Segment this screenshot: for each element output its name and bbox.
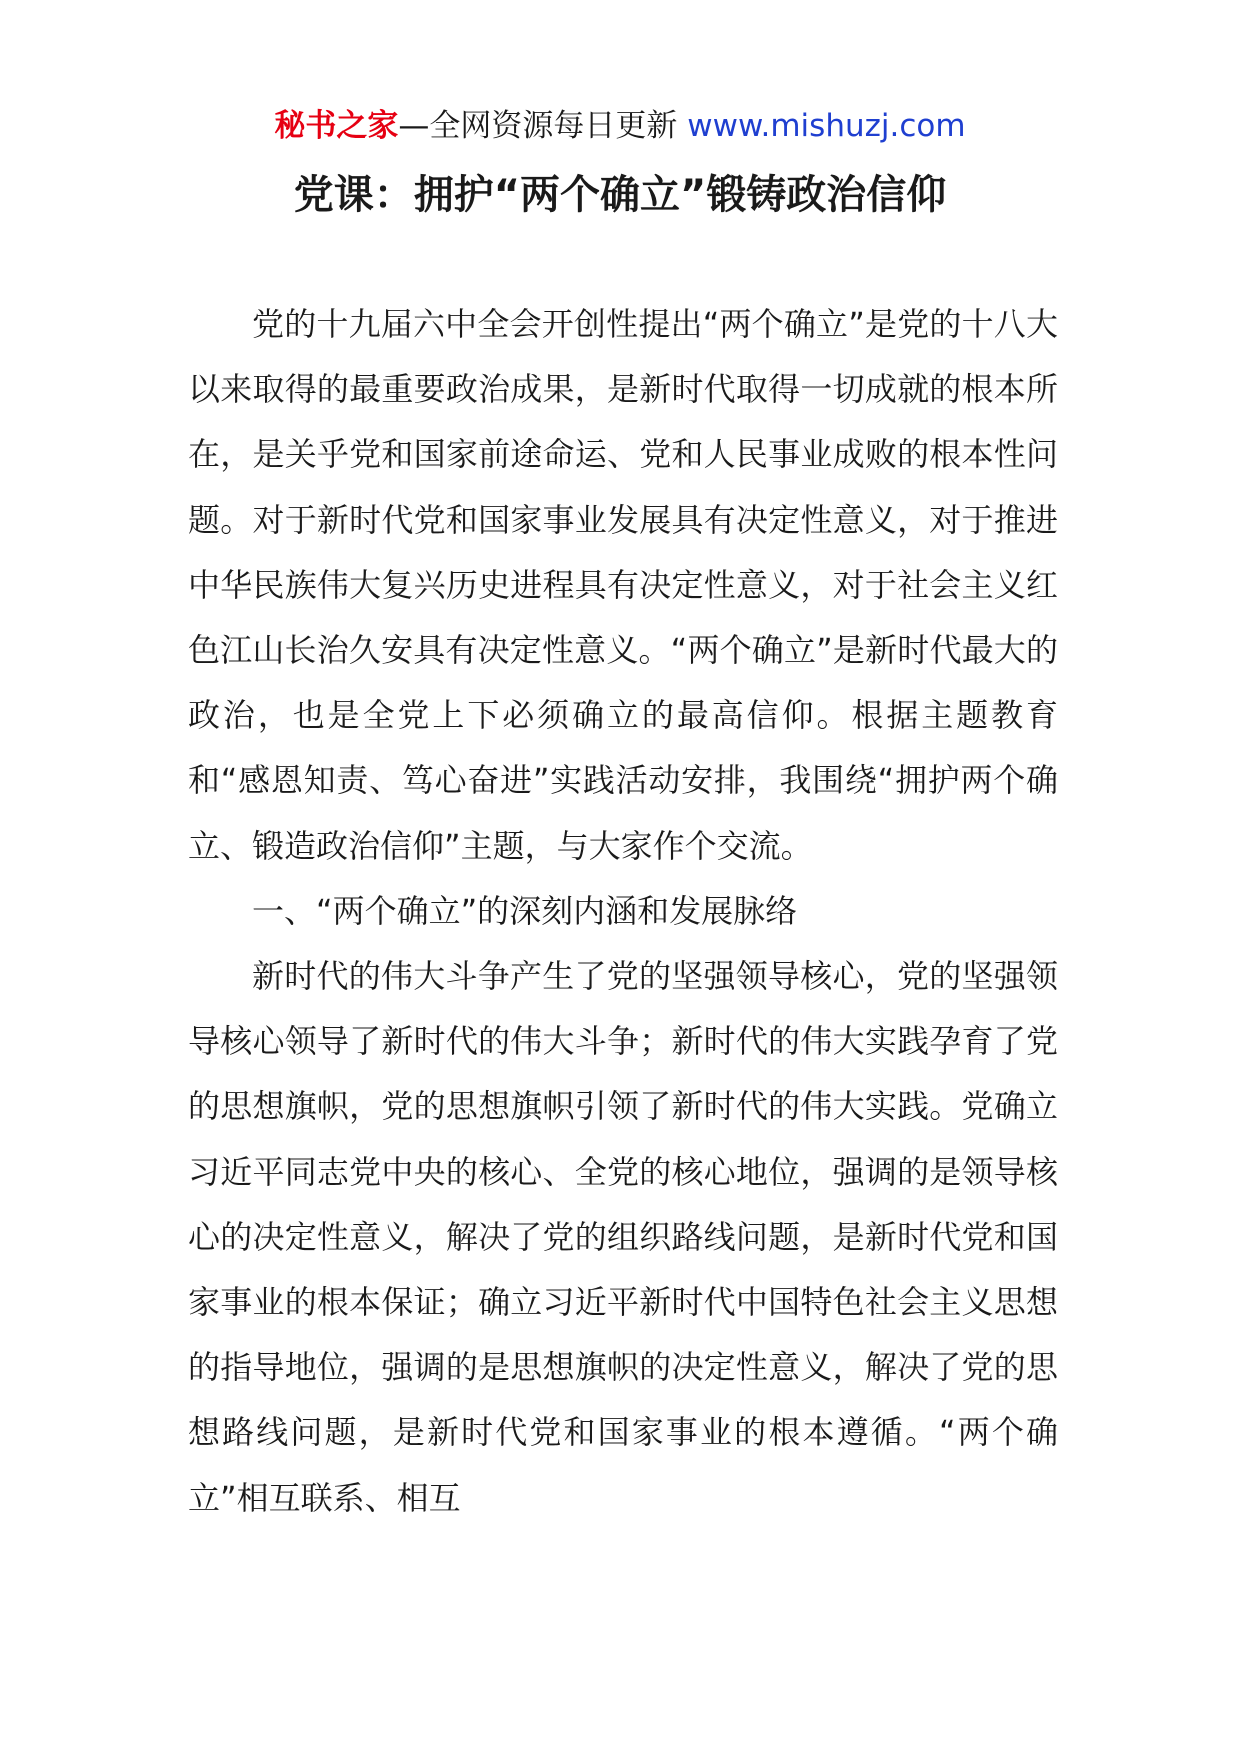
- document-body: [188, 292, 1058, 1531]
- section-heading-one: 一、“两个确立”的深刻内涵和发展脉络: [252, 891, 798, 930]
- site-tagline: —全网资源每日更新: [398, 108, 678, 144]
- site-url-link[interactable]: www.mishuzj.com: [687, 108, 966, 144]
- site-header: [0, 104, 1240, 148]
- paragraph-section-one: 新时代的伟大斗争产生了党的坚强领导核心，党的坚强领导核心领导了新时代的伟大斗争；新时代的伟大实践孕育了党的思想旗帜，党的思想旗帜引领了新时代的伟大实践。党确立习近平同志党中央的核心、全党的核心地位，强调的是领导核心的决定性意义，解决了党的组织路线问题，是新时代党和国家事业的根本保证；确立习近平新时代中国特色社会主义思想的指导地位，强调的是思想旗帜的决定性意义，解决了党的思想路线问题，是新时代党和国家事业的根本遵循。“两个确立”相互联系、相互: [188, 957, 1058, 1517]
- document-title: 党课：拥护“两个确立”锻铸政治信仰: [293, 172, 947, 218]
- paragraph-intro: 党的十九届六中全会开创性提出“两个确立”是党的十八大以来取得的最重要政治成果，是新时代取得一切成就的根本所在，是关乎党和国家前途命运、党和人民事业成败的根本性问题。对于新时代党和国家事业发展具有决定性意义，对于推进中华民族伟大复兴历史进程具有决定性意义，对于社会主义红色江山长治久安具有决定性意义。“两个确立”是新时代最大的政治，也是全党上下必须确立的最高信仰。根据主题教育和“感恩知责、笃心奋进”实践活动安排，我围绕“拥护两个确立、锻造政治信仰”主题，与大家作个交流。: [188, 305, 1058, 865]
- site-brand: 秘书之家: [274, 108, 399, 144]
